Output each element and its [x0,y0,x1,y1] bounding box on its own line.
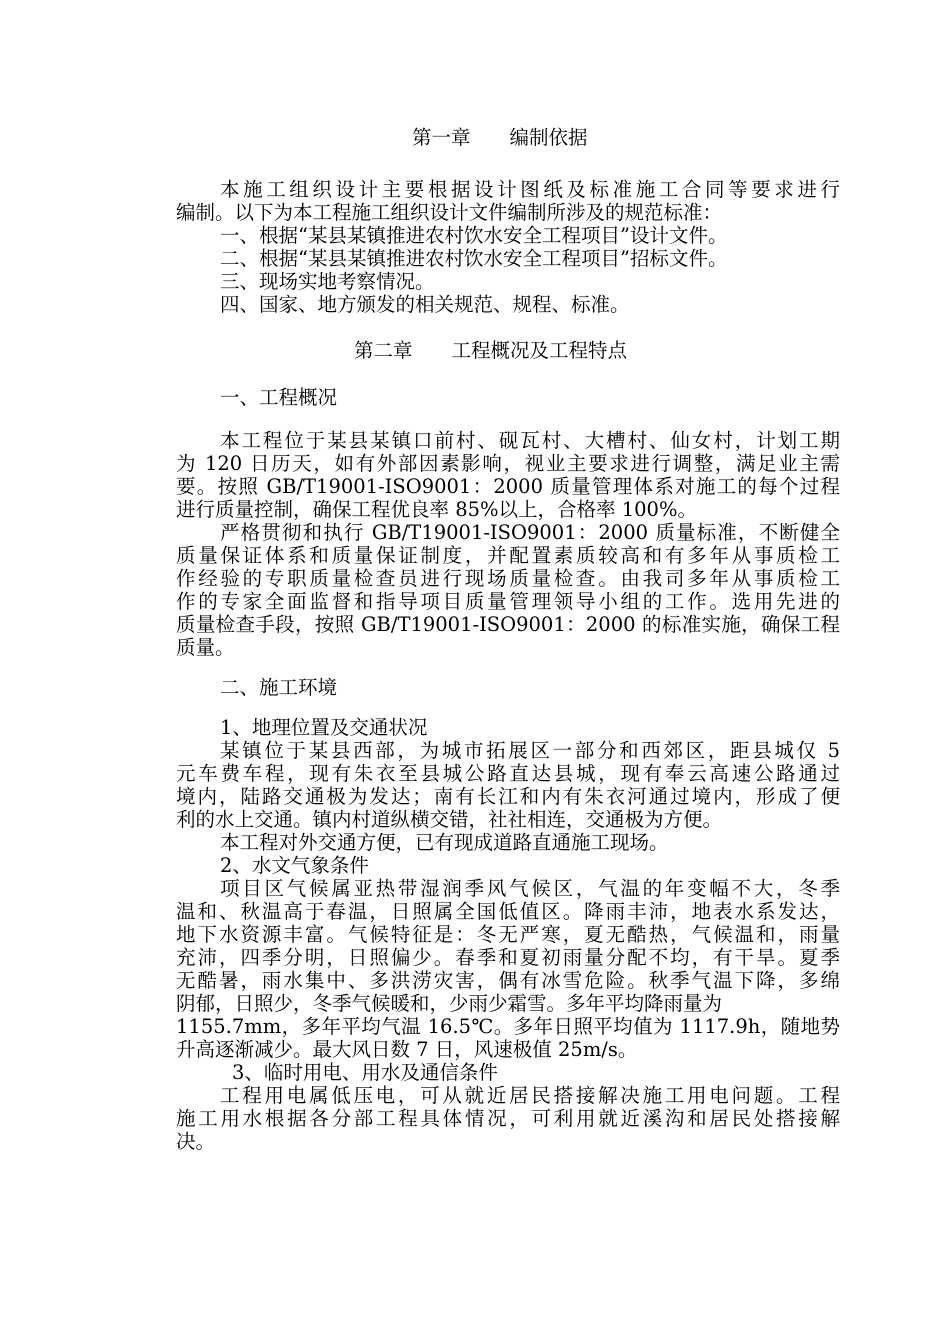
section-2-heading: 二、施工环境 [220,676,338,699]
paragraph-line: 要。按照 GB/T19001-ISO9001：2000 质量管理体系对施工的每个过程 [176,475,840,498]
paragraph-line: 项目区气候属亚热带湿润季风气候区，气温的年变幅不大，冬季 [220,877,840,900]
subsection-heading: 1、地理位置及交通状况 [220,716,428,739]
paragraph-line: 施工用水根据各分部工程具体情况，可利用就近溪沟和居民处搭接解 [176,1107,840,1130]
paragraph-line: 作经验的专职质量检查员进行现场质量检查。由我司多年从事质检工 [176,567,840,590]
chapter-2-title: 第二章 工程概况及工程特点 [354,339,628,362]
paragraph-line: 作的专家全面监督和指导项目质量管理领导小组的工作。选用先进的 [176,590,840,613]
subsection-heading: 2、水文气象条件 [220,854,369,877]
chapter-1-title: 第一章 编制依据 [412,126,588,149]
paragraph-line: 充沛，四季分明，日照偏少。春季和夏初雨量分配不均，有干旱。夏季 [176,946,840,969]
paragraph-line: 1155.7mm，多年平均气温 16.5℃。多年日照平均值为 1117.9h，随地势 [176,1015,840,1038]
paragraph-line: 决。 [176,1130,216,1153]
section-2-body [176,716,840,1153]
paragraph-line: 无酷暑，雨水集中、多洪涝灾害，偶有冰雪危险。秋季气温下降，多绵 [176,969,840,992]
intro-line: 本施工组织设计主要根据设计图纸及标准施工合同等要求进行 [220,178,840,201]
list-item: 一、根据“某县某镇推进农村饮水安全工程项目”设计文件。 [220,224,728,247]
paragraph-line: 某镇位于某县西部，为城市拓展区一部分和西郊区，距县城仅 5 [220,739,840,762]
paragraph-line: 质量保证体系和质量保证制度，并配置素质较高和有多年从事质检工 [176,544,840,567]
intro-line: 编制。以下为本工程施工组织设计文件编制所涉及的规范标准： [176,201,723,224]
section-1-heading: 一、工程概况 [220,386,338,409]
paragraph-line: 温和、秋温高于春温，日照属全国低值区。降雨丰沛，地表水系发达， [176,900,840,923]
paragraph-line: 质量。 [176,636,235,659]
subsection-heading: 3、临时用电、用水及通信条件 [232,1061,498,1084]
paragraph-line: 境内，陆路交通极为发达；南有长江和内有朱衣河通过境内，形成了便 [176,785,840,808]
paragraph-line: 工程用电属低压电，可从就近居民搭接解决施工用电问题。工程 [220,1084,840,1107]
paragraph-line: 升高逐渐减少。最大风日数 7 日，风速极值 25m/s。 [176,1038,638,1061]
paragraph-line: 元车费车程，现有朱衣至县城公路直达县城，现有奉云高速公路通过 [176,762,840,785]
list-item: 三、现场实地考察情况。 [220,270,435,293]
paragraph-line: 质量检查手段，按照 GB/T19001-ISO9001：2000 的标准实施，确保工程 [176,613,840,636]
paragraph-line: 为 120 日历天，如有外部因素影响，视业主要求进行调整，满足业主需 [176,452,840,475]
paragraph-line: 严格贯彻和执行 GB/T19001-ISO9001：2000 质量标准，不断健全 [220,521,840,544]
paragraph-line: 进行质量控制，确保工程优良率 85%以上，合格率 100%。 [176,498,697,521]
paragraph-line: 本工程位于某县某镇口前村、砚瓦村、大槽村、仙女村，计划工期 [220,429,840,452]
section-1-body [176,429,840,659]
paragraph-line: 地下水资源丰富。气候特征是：冬无严寒，夏无酷热，气候温和，雨量 [176,923,840,946]
paragraph-line: 利的水上交通。镇内村道纵横交错，社社相连，交通极为方便。 [176,808,723,831]
chapter-1-intro [176,178,840,316]
paragraph-line: 本工程对外交通方便，已有现成道路直通施工现场。 [220,831,669,854]
list-item: 二、根据“某县某镇推进农村饮水安全工程项目”招标文件。 [220,247,728,270]
paragraph-line: 阴郁，日照少，冬季气候暖和，少雨少霜雪。多年平均降雨量为 [176,992,723,1015]
list-item: 四、国家、地方颁发的相关规范、规程、标准。 [220,293,630,316]
